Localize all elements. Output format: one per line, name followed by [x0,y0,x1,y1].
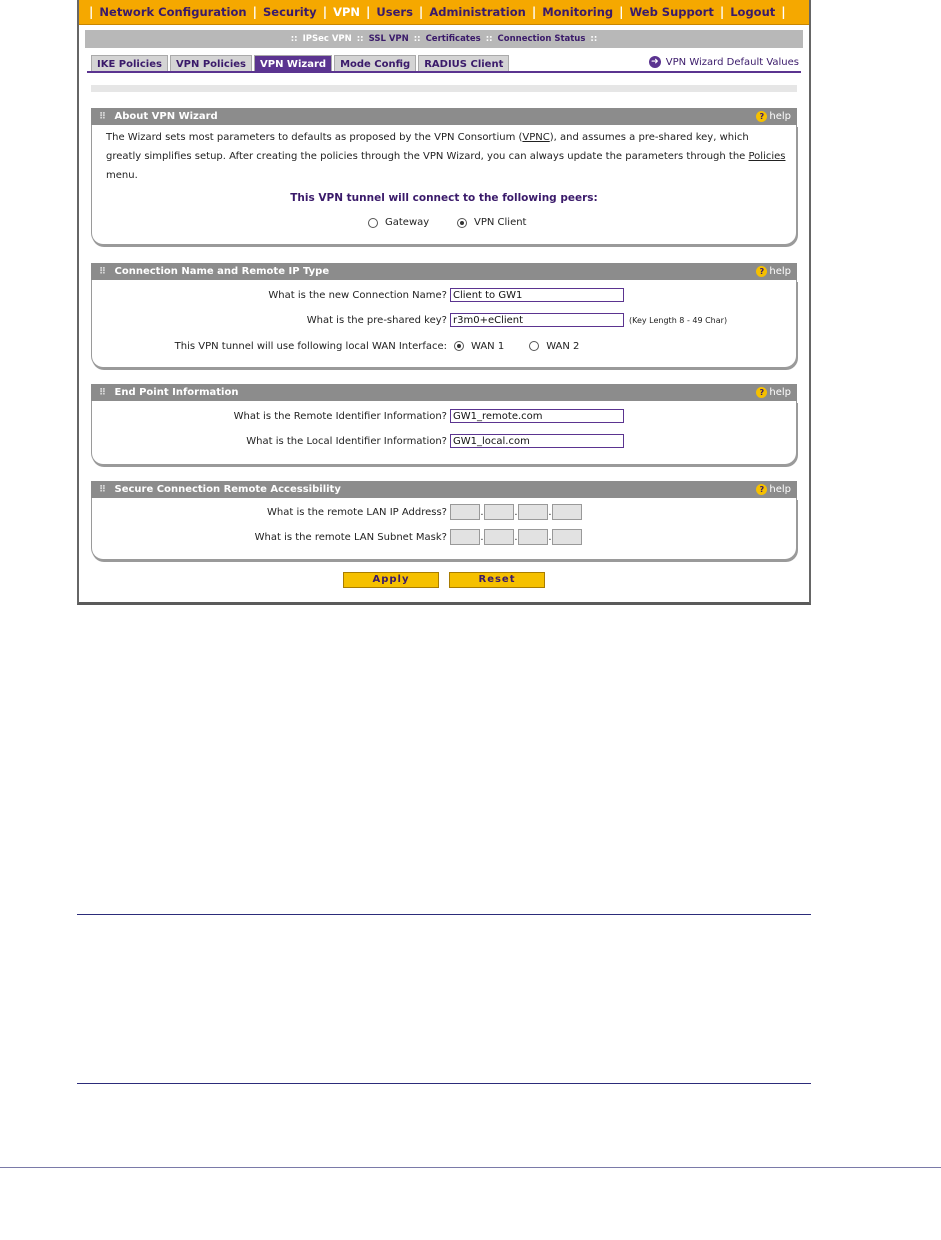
subnav-connection-status[interactable]: Connection Status [497,34,586,44]
about-section-body [91,125,797,245]
tab-vpn-policies[interactable]: VPN Policies [170,55,252,72]
tab-bar [91,55,511,72]
gateway-label: Gateway [385,217,430,228]
tab-underline [87,71,801,73]
nav-security[interactable]: Security [262,5,317,19]
local-identifier-row [92,433,798,449]
remote-lan-ip-label: What is the remote LAN IP Address? [267,506,447,518]
wan-interface-row [92,338,798,354]
local-identifier-label: What is the Local Identifier Information? [246,435,447,447]
connection-name-row [92,287,798,303]
remote-access-help-link[interactable] [756,481,791,498]
sub-nav: :: IPSec VPN :: SSL VPN :: Certificates :: Connection Status :: [85,30,803,48]
remote-ip-octet-3[interactable] [518,504,548,520]
connection-help-link[interactable] [756,263,791,280]
remote-access-section-body [91,498,797,560]
remote-mask-octet-3[interactable] [518,529,548,545]
tab-mode-config[interactable]: Mode Config [334,55,416,72]
about-help-link[interactable] [756,108,791,125]
about-section-header [91,108,797,125]
about-section-title: About VPN Wizard [114,111,218,122]
grip-icon: ⠿ [99,388,107,398]
divider-line [77,1083,811,1084]
help-icon: ? [756,111,767,122]
about-description: The Wizard sets most parameters to defaults as proposed by the VPN Consortium (VPNC), and assumes a pre-shared key, which greatly simplifies setup. After creating the policies through the VPN Wizard, you can always update the parameters through the Policies menu. [106,132,786,181]
remote-lan-mask-row: What is the remote LAN Subnet Mask? . . . [92,529,798,545]
help-icon: ? [756,387,767,398]
vpn-client-radio[interactable] [457,218,467,228]
remote-ip-octet-2[interactable] [484,504,514,520]
help-label: help [769,266,791,277]
remote-mask-octet-4[interactable] [552,529,582,545]
local-identifier-input[interactable] [450,434,624,448]
wan-interface-label: This VPN tunnel will use following local WAN Interface: [174,340,447,352]
nav-vpn[interactable]: VPN [333,5,361,19]
message-strip [91,85,797,92]
grip-icon: ⠿ [99,112,107,122]
endpoint-section-header [91,384,797,401]
vpn-wizard-defaults-link[interactable] [649,56,799,68]
preshared-key-row [92,312,798,328]
gateway-radio[interactable] [368,218,378,228]
policies-link[interactable]: Policies [748,151,786,162]
key-length-note: (Key Length 8 - 49 Char) [629,315,728,325]
router-admin-screenshot [77,0,811,605]
help-label: help [769,111,791,122]
endpoint-help-link[interactable] [756,384,791,401]
subnav-ipsec-vpn[interactable]: IPSec VPN [302,34,352,44]
connection-name-input[interactable] [450,288,624,302]
remote-access-section-title: Secure Connection Remote Accessibility [114,484,341,495]
endpoint-section-title: End Point Information [114,387,239,398]
help-icon: ? [756,266,767,277]
preshared-key-input[interactable] [450,313,624,327]
help-icon: ? [756,484,767,495]
connection-section-body [91,280,797,368]
remote-identifier-label: What is the Remote Identifier Information? [233,410,447,422]
peer-gateway-option[interactable] [368,217,429,228]
remote-lan-ip-row: What is the remote LAN IP Address? . . . [92,504,798,520]
connection-name-label: What is the new Connection Name? [268,289,447,301]
nav-users[interactable]: Users [376,5,413,19]
subnav-ssl-vpn[interactable]: SSL VPN [368,34,409,44]
help-label: help [769,484,791,495]
wan2-option[interactable] [529,341,579,352]
nav-monitoring[interactable]: Monitoring [542,5,614,19]
nav-web-support[interactable]: Web Support [629,5,714,19]
top-nav: | Network Configuration | Security | VPN | Users | Administration | Monitoring | Web Support | Logout | [79,0,809,25]
nav-network-configuration[interactable]: Network Configuration [99,5,247,19]
vpnc-link[interactable]: VPNC [522,132,550,143]
connection-section-header [91,263,797,280]
wan1-label: WAN 1 [471,340,505,352]
wan1-radio[interactable] [454,341,464,351]
tab-ike-policies[interactable]: IKE Policies [91,55,168,72]
help-label: help [769,387,791,398]
action-buttons [79,572,809,588]
endpoint-section-body [91,401,797,465]
defaults-link-label: VPN Wizard Default Values [665,56,799,68]
peer-vpn-client-option[interactable] [457,217,526,228]
apply-button[interactable]: Apply [343,572,439,588]
wan1-option[interactable] [454,341,504,352]
remote-mask-octet-1[interactable] [450,529,480,545]
remote-ip-octet-1[interactable] [450,504,480,520]
tab-radius-client[interactable]: RADIUS Client [418,55,509,72]
remote-identifier-row [92,408,798,424]
divider-line [77,914,811,915]
remote-identifier-input[interactable] [450,409,624,423]
tab-vpn-wizard[interactable]: VPN Wizard [254,55,332,72]
wan2-label: WAN 2 [546,340,580,352]
nav-logout[interactable]: Logout [730,5,776,19]
remote-ip-octet-4[interactable] [552,504,582,520]
remote-mask-octet-2[interactable] [484,529,514,545]
peers-title: This VPN tunnel will connect to the following peers: [290,192,598,204]
remote-lan-mask-label: What is the remote LAN Subnet Mask? [254,531,447,543]
remote-access-section-header [91,481,797,498]
nav-administration[interactable]: Administration [429,5,526,19]
grip-icon: ⠿ [99,267,107,277]
reset-button[interactable]: Reset [449,572,545,588]
grip-icon: ⠿ [99,485,107,495]
connection-section-title: Connection Name and Remote IP Type [114,266,330,277]
vpn-client-label: VPN Client [474,217,527,228]
subnav-certificates[interactable]: Certificates [425,34,481,44]
arrow-right-icon: ➜ [649,56,661,68]
preshared-key-label: What is the pre-shared key? [306,314,447,326]
footer-divider-line [0,1167,941,1168]
wan2-radio[interactable] [529,341,539,351]
